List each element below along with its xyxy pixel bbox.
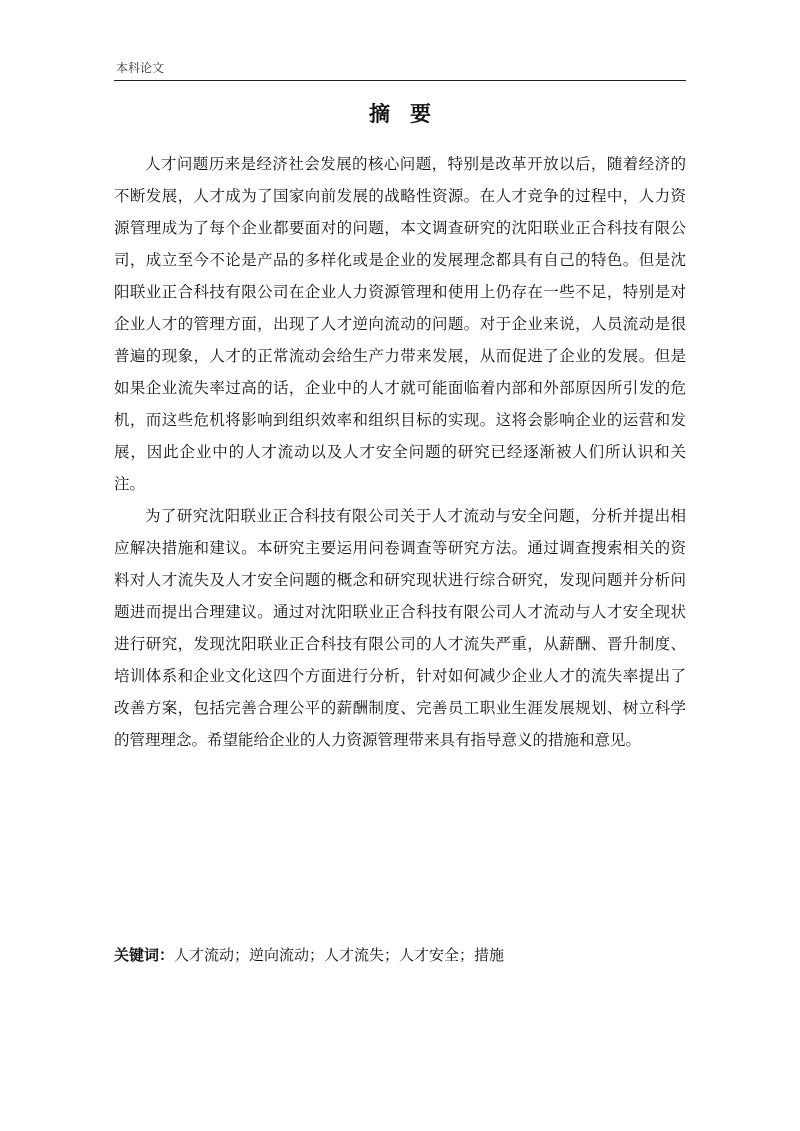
- keywords-text: 人才流动；逆向流动；人才流失；人才安全；措施: [174, 946, 505, 964]
- page-title: 摘要: [369, 102, 451, 126]
- abstract-paragraph-2: 为了研究沈阳联业正合科技有限公司关于人才流动与安全问题，分析并提出相应解决措施和建议。本研究主要运用问卷调查等研究方法。通过调查搜索相关的资料对人才流失及人才安全问题的概念和研究现状进行综合研究，发现问题并分析问题进而提出合理建议。通过对沈阳联业正合科技有限公司人才流动与人才安全现状进行研究，发现沈阳联业正合科技有限公司的人才流失严重，从薪酬、晋升制度、培训体系和企业文化这四个方面进行分析，针对如何减少企业人才的流失率提出了改善方案，包括完善合理公平的薪酬制度、完善员工职业生涯发展规划、树立科学的管理理念。希望能给企业的人力资源管理带来具有指导意义的措施和意见。: [114, 507, 686, 749]
- keywords-line: [114, 941, 686, 969]
- running-header: 本科论文: [116, 61, 165, 75]
- abstract-body: [114, 148, 686, 756]
- header-divider: [114, 80, 686, 81]
- keywords-label: 关键词：: [114, 946, 175, 964]
- abstract-paragraph-1: 人才问题历来是经济社会发展的核心问题，特别是改革开放以后，随着经济的不断发展，人才成为了国家向前发展的战略性资源。在人才竞争的过程中，人力资源管理成为了每个企业都要面对的问题，本文调查研究的沈阳联业正合科技有限公司，成立至今不论是产品的多样化或是企业的发展理念都具有自己的特色。但是沈阳联业正合科技有限公司在企业人力资源管理和使用上仍存在一些不足，特别是对企业人才的管理方面，出现了人才逆向流动的问题。对于企业来说，人员流动是很普遍的现象，人才的正常流动会给生产力带来发展，从而促进了企业的发展。但是如果企业流失率过高的话，企业中的人才就可能面临着内部和外部原因所引发的危机，而这些危机将影响到组织效率和组织目标的实现。这将会影响企业的运营和发展，因此企业中的人才流动以及人才安全问题的研究已经逐渐被人们所认识和关注。: [114, 155, 686, 493]
